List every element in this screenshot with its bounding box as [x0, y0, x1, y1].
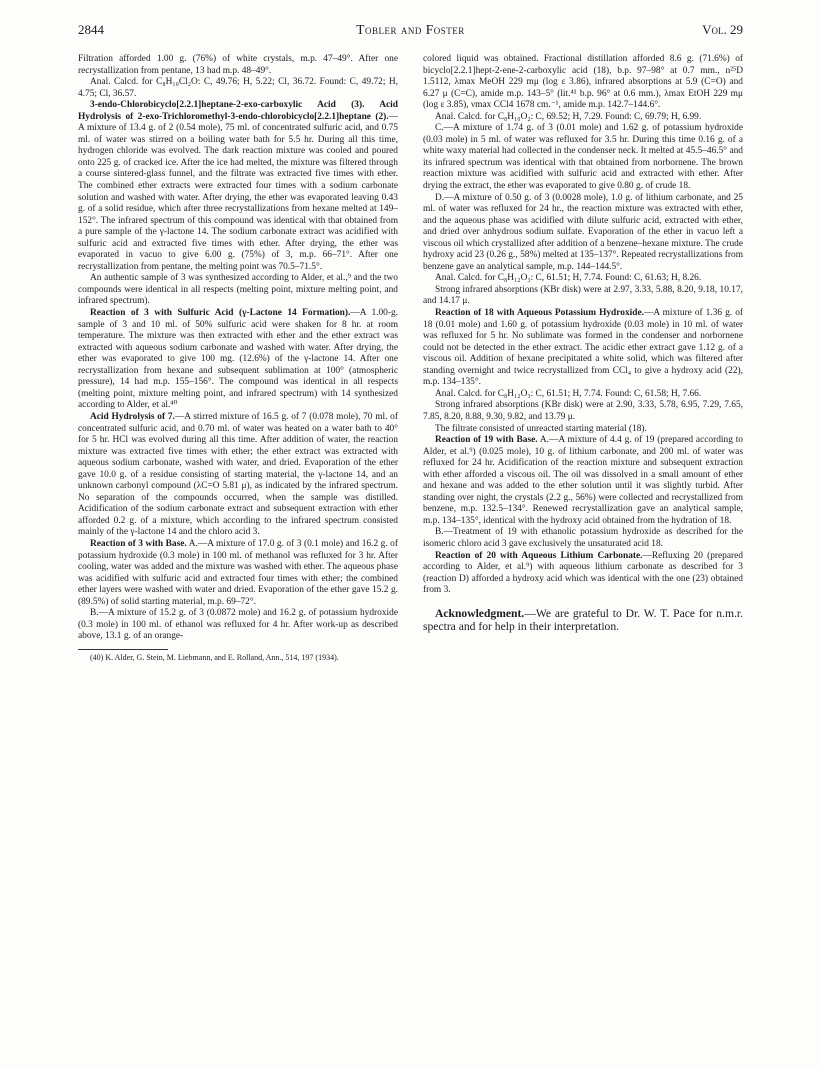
acknowledgment-text: —We are grateful to Dr. W. T. Pace for n.m.r. spectra and for help in their interpretation.	[423, 606, 743, 634]
paragraph: Filtration afforded 1.00 g. (76%) of white crystals, m.p. 47–49°. After one recrystallization from pentane, 13 had m.p. 48–49°.	[78, 54, 398, 76]
section-heading: Reaction of 20 with Aqueous Lithium Carbonate.	[435, 550, 643, 561]
section-heading: Reaction of 3 with Base.	[90, 538, 187, 549]
paragraph: Anal. Calcd. for C₈H₁₀O₂: C, 69.52; H, 7.29. Found: C, 69.79; H, 6.99.	[435, 111, 702, 122]
paragraph: C.—A mixture of 1.74 g. of 3 (0.01 mole) and 1.62 g. of potassium hydroxide (0.03 mole) in 5 ml. of water was refluxed for 3.5 hr. During this time 0.16 g. of a white waxy material had collected in the condenser neck. It melted at 45.5–46.5° and its infrared spectrum was identical with that obtained from norbornene. The brown reaction mixture was acidified with sulfuric acid and extracted with ether. After drying the extract, the ether was evaporated to give 0.80 g. of crude 18.	[423, 123, 743, 192]
paragraph: Strong infrared absorptions (KBr disk) were at 2.97, 3.33, 5.88, 8.20, 9.18, 10.17, and 14.17 μ.	[423, 284, 743, 307]
running-title: Tobler and Foster	[356, 22, 465, 37]
acknowledgment	[423, 607, 743, 634]
section-heading: Reaction of 3 with Sulfuric Acid (γ-Lactone 14 Formation).	[90, 308, 351, 319]
paragraph: D.—A mixture of 0.50 g. of 3 (0.0028 mole), 1.0 g. of lithium carbonate, and 25 ml. of water was refluxed for 24 hr., the reaction mixture was extracted with ether, and the aqueous phase was acidified with dilute sulfuric acid, extracted with ether, and dried over anhydrous sodium sulfate. Evaporation of the ether in vacuo left a viscous oil which crystallized after addition of a benzene–hexane mixture. The crude hydroxy acid 23 (0.26 g., 58%) melted at 135–137°. Repeated recrystallizations from benzene gave an analytical sample, m.p. 144–144.5°.	[423, 192, 743, 272]
section-paragraph: 3-endo-Chlorobicyclo[2.2.1]heptane-2-exo-carboxylic Acid (3). Acid Hydrolysis of 2-exo-Trichloromethyl-3-endo-chlorobicyclo[2.2.1]heptane (2).—A mixture of 13.4 g. of 2 (0.54 mole), 75 ml. of concentrated sulfuric acid, and 0.75 ml. of water was stirred on a boiling water bath for 5.5 hr. During all this time, hydrogen chloride was evolved. The dark reaction mixture was cooled and poured onto 225 g. of cracked ice. After the ice had melted, the mixture was filtered through a course sintered-glass funnel, and the filtrate was extracted five times with ether. The combined ether extracts were extracted four times with a sodium carbonate solution and washed with water. After drying, the ether was evaporated leaving 0.43 g. of a solid residue, which after three recrystallizations from hexane melted at 149–152°. The infrared spectrum of this compound was identical with that obtained from a pure sample of the γ-lactone 14. The sodium carbonate extract was acidified with sulfuric acid and extracted five times with ether. After drying, the ether was evaporated in vacuo to give 6.00 g. (75%) of 3, m.p. 66–71°. After one recrystallization from pentane, the melting point was 70.5–71.5°.	[78, 100, 398, 272]
running-header	[78, 22, 743, 40]
section-paragraph: Reaction of 20 with Aqueous Lithium Carbonate.—Refluxing 20 (prepared according to Alder, et al.⁹) with aqueous lithium carbonate as described for 3 (reaction D) afforded a hydroxy acid which was identical with the one (23) obtained from 3.	[423, 550, 743, 596]
section-heading: Reaction of 19 with Base.	[435, 435, 538, 446]
paragraph: Strong infrared absorptions (KBr disk) were at 2.90, 3.33, 5.78, 6.95, 7.29, 7.65, 7.85, 8.20, 8.88, 9.30, 9.82, and 13.79 μ.	[423, 400, 743, 422]
left-column	[78, 54, 398, 662]
section-paragraph: Reaction of 19 with Base. A.—A mixture of 4.4 g. of 19 (prepared according to Alder, et al.⁹) (0.025 mole), 10 g. of lithium carbonate, and 200 ml. of water was refluxed for 24 hr. Acidification of the reaction mixture and subsequent extraction with ether afforded a viscous oil. The oil was dissolved in a small amount of ether and hexane and was added to the ether solution until it was slightly turbid. After standing over night, the crystals (2.2 g., 56%) were collected and recrystallized from benzene, m.p. 132.5–134°. Renewed recrystallization gave an analytical sample, m.p. 134–135°, identical with the hydroxy acid obtained from the hydration of 18.	[423, 435, 743, 526]
paragraph: B.—A mixture of 15.2 g. of 3 (0.0872 mole) and 16.2 g. of potassium hydroxide (0.3 mole) in 100 ml. of ethanol was refluxed for 4 hr. After work-up as described above, 13.1 g. of an orange-	[78, 608, 398, 642]
section-heading: 3-endo-Chlorobicyclo[2.2.1]heptane-2-exo-carboxylic Acid (3). Acid Hydrolysis of 2-exo-Trichloromethyl-3-endo-chlorobicyclo[2.2.1]heptane (2).	[78, 100, 398, 122]
section-paragraph: Reaction of 18 with Aqueous Potassium Hydroxide.—A mixture of 1.36 g. of 18 (0.01 mole) and 1.60 g. of potassium hydroxide (0.03 mole) in 10 ml. of water was refluxed for 5 hr. No sublimate was formed in the condenser and norbornene could not be detected in the ether extract. The acidic ether extract gave 1.12 g. of a viscous oil. Addition of hexane precipitated a white solid, which was filtered after standing overnight and twice recrystallized from CCl₄ to give a hydroxy acid (22), m.p. 134–135°.	[423, 308, 744, 388]
paragraph: Anal. Calcd. for C₈H₁₀Cl₂O: C, 49.76; H, 5.22; Cl, 36.72. Found: C, 49.72; H, 4.75; Cl, 36.57.	[78, 77, 398, 99]
page-number: 2844	[78, 22, 104, 37]
section-heading: Reaction of 18 with Aqueous Potassium Hydroxide.	[435, 308, 644, 319]
paragraph: colored liquid was obtained. Fractional distillation afforded 8.6 g. (71.6%) of bicyclo[2.2.1]hept-2-ene-2-carboxylic acid (18), b.p. 97–98° at 0.7 mm., n²⁵D 1.5112, λmax MeOH 229 mμ (log ε 3.86), infrared absorptions at 5.9 (C=O) and 6.27 μ (C=C), amide m.p. 143–5° (lit.⁴¹ b.p. 96° at 0.6 mm.), λmax EtOH 229 mμ (log ε 3.85), νmax CCl4 1678 cm.⁻¹, amide m.p. 142.7–144.6°.	[423, 54, 743, 111]
paragraph: Anal. Calcd. for C₈H₁₂O₃: C, 61.51; H, 7.74. Found: C, 61.58; H, 7.66.	[435, 388, 702, 399]
acknowledgment-heading: Acknowledgment.	[435, 606, 525, 620]
volume-label: Vol. 29	[702, 22, 743, 37]
section-paragraph: Acid Hydrolysis of 7.—A stirred mixture of 16.5 g. of 7 (0.078 mole), 70 ml. of concentrated sulfuric acid, and 0.70 ml. of water was heated on a water bath to 40° for 5 hr. HCl was evolved during all this time. After addition of water, the reaction mixture was extracted five times with ether; the ether extract was extracted with aqueous sodium carbonate, washed with water, and dried. Evaporation of the ether gave 10.0 g. of a residue consisting of starting material, the γ-lactone 14, and an unknown carbonyl compound (λC=O 5.81 μ), as indicated by the infrared spectrum. No separation of the compounds occurred, when the sample was distilled. Acidification of the sodium carbonate extract and subsequent extraction with ether afforded 0.2 g. of a mixture, which according to the infrared spectrum consisted mainly of the γ-lactone 14 and the chloro acid 3.	[78, 411, 398, 538]
paragraph: An authentic sample of 3 was synthesized according to Alder, et al.,⁹ and the two compounds were identical in all respects (melting point, mixture melting point, and infrared spectrum).	[78, 273, 398, 307]
section-heading: Acid Hydrolysis of 7.	[90, 411, 175, 422]
footnote: (40) K. Alder, G. Stein, M. Liebmann, and E. Rolland, Ann., 514, 197 (1934).	[90, 652, 339, 662]
right-column	[423, 54, 743, 634]
section-paragraph: Reaction of 3 with Base. A.—A mixture of 17.0 g. of 3 (0.1 mole) and 16.2 g. of potassium hydroxide (0.3 mole) in 100 ml. of methanol was refluxed for 3 hr. After cooling, water was added and the mixture was washed with ether. The aqueous phase was acidified with sulfuric acid and extracted four times with ether; the combined ether layers were washed with water and dried. Evaporation of the ether gave 15.2 g. (89.5%) of solid starting material, m.p. 69–72°.	[78, 538, 398, 607]
footnote-rule	[78, 649, 168, 650]
paragraph: Anal. Calcd. for C₈H₁₂O₃: C, 61.51; H, 7.74. Found: C, 61.63; H, 8.26.	[435, 273, 702, 284]
paragraph: B.—Treatment of 19 with ethanolic potassium hydroxide as described for the isomeric chloro acid 3 gave exclusively the unsaturated acid 18.	[423, 527, 743, 549]
paragraph: The filtrate consisted of unreacted starting material (18).	[435, 423, 647, 434]
section-paragraph: Reaction of 3 with Sulfuric Acid (γ-Lactone 14 Formation).—A 1.00-g. sample of 3 and 10 ml. of 50% sulfuric acid were shaken for 8 hr. at room temperature. The mixture was then extracted with ether and the ether extract was extracted with aqueous sodium carbonate and washed with water. After drying, the ether was evaporated to give 100 mg. (12.6%) of the γ-lactone 14. After one recrystallization from hexane and subsequent sublimation at 100° (atmospheric pressure), 14 had m.p. 155–156°. The compound was identical in all respects (melting point, mixture melting point, and infrared spectrum) with 14 synthesized according to Alder, et al.⁴⁰	[78, 308, 398, 411]
